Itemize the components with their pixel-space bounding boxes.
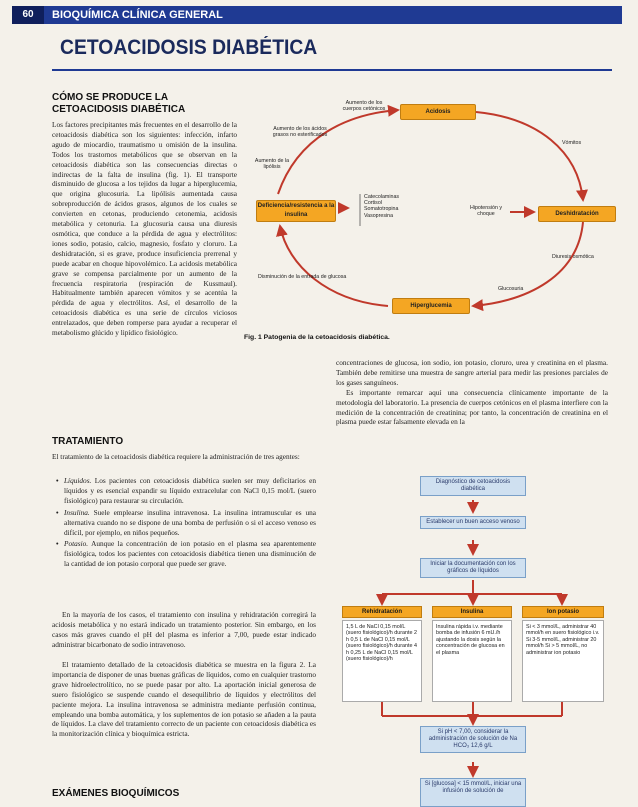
box-deficiencia: Deficiencia/resistencia a la insulina <box>256 200 336 222</box>
flow-col-rehidratacion: 1,5 L de NaCl 0,15 mol/L (suero fisiológico)/h durante 2 h 0,5 L de NaCl 0,15 mol/L (suero fisiológico)/h durante 4 h 0,25 L de NaCl 0,15 mol/L (suero fisiológico)/h <box>342 620 422 702</box>
heading-line-1: CÓMO SE PRODUCE LA <box>52 92 169 103</box>
heading-line-2: CETOACIDOSIS DIABÉTICA <box>52 104 186 115</box>
flow-diagnostico: Diagnóstico de cetoacidosis diabética <box>420 476 526 496</box>
bullet-insulina <box>56 508 316 538</box>
flow-head-rehidratacion: Rehidratación <box>342 606 422 618</box>
tratamiento-bullets <box>56 476 316 571</box>
page-title: CETOACIDOSIS DIABÉTICA <box>60 36 318 59</box>
label-vomitos: Vómitos <box>562 140 582 146</box>
flow-glucosa: Si [glucosa] < 15 mmol/L, iniciar una infusión de solución de <box>420 778 526 807</box>
title-rule <box>52 69 612 71</box>
bullet-text: Aunque la concentración de ion potasio en el plasma sea aparentemente fisiológica, todos los pacientes con cetoacidosis diabética tienen una disminución de la cantidad de ion potasio corporal que puede ser grave. <box>64 539 316 569</box>
flow-acceso: Establecer un buen acceso venoso <box>420 516 526 529</box>
tratamiento-intro: El tratamiento de la cetoacidosis diabética requiere la administración de tres agentes: <box>52 452 300 461</box>
label-aumento-lipolisis: Aumento de la lipólisis <box>254 158 290 171</box>
arrow-deshidratacion-hiperglucemia <box>473 222 583 306</box>
running-title: BIOQUÍMICA CLÍNICA GENERAL <box>52 9 223 21</box>
figure1-caption: Fig. 1 Patogenia de la cetoacidosis diabética. <box>244 334 390 341</box>
box-acidosis: Acidosis <box>400 104 476 120</box>
flow-col-insulina: Insulina rápida i.v. mediante bomba de infusión 6 mU./h ajustando la dosis según la concentración de glucosa en el plasma <box>432 620 512 702</box>
label-diuresis: Diuresis osmótica <box>552 254 594 260</box>
hormona-1: Catecolaminas <box>364 194 400 200</box>
flow-col-potasio: Si < 3 mmol/L, administrar 40 mmol/h en suero fisiológico i.v. Si 3-5 mmol/L, administrar 20 mmol/h Si > 5 mmol/L, no administrar ion potasio <box>522 620 604 702</box>
bullet-term: Potasio. <box>64 539 89 549</box>
box-hiperglucemia: Hiperglucemia <box>392 298 470 314</box>
tratamiento-paragraph-2: El tratamiento detallado de la cetoacidosis diabética se muestra en la figura 2. La importancia de disponer de unas buenas gráficas de líquidos, como en cualquier trastorno grave hidroelectrolítico, no se puede pasar por alto. La aportación inicial generosa de suero fisiológico se suspende cuando el desequilibrio de líquidos y electrólitos del paciente mejora. La insulina intravenosa se administra mediante perfusión continua, empleando una bomba automática, y los suplementos de ion potasio se añaden a la pauta de líquidos. La clave del tratamiento correcto de un paciente con cetoacidosis diabética es la monitorización clínica y bioquímica estricta. <box>52 660 316 739</box>
label-hipotension: Hipotensión y choque <box>469 205 503 218</box>
bullet-term: Líquidos. <box>64 476 92 485</box>
arrow-acidosis-deshidratacion <box>476 112 583 200</box>
label-disminucion: Disminución de la entrada de glucosa <box>258 274 347 280</box>
hormona-2: Cortisol <box>364 200 382 207</box>
right-paragraph-2: Es importante remarcar aquí una consecuencia clínicamente importante de la metodología del laboratorio. La presencia de cuerpos cetónicos en el plasma interfiere con la medición de la concentración de creatinina; por tanto, la concentración de creatinina en el plasma puede estar falsamente elevada en la <box>336 387 608 427</box>
label-hormonas <box>364 194 399 219</box>
bullet-liquidos <box>56 476 316 506</box>
section-heading-examenes: EXÁMENES BIOQUÍMICOS <box>52 788 180 799</box>
flow-head-insulina: Insulina <box>432 606 512 618</box>
label-aumento-cuerpos: Aumento de los cuerpos cetónicos <box>342 100 386 113</box>
label-glucosuria: Glucosuria <box>498 286 524 292</box>
flow-ph: Si pH < 7,00, considerar la administración de solución de Na HCO₃ 12,6 g/L <box>420 726 526 753</box>
box-deshidratacion: Deshidratación <box>538 206 616 222</box>
label-aumento-acidos: Aumento de los ácidos grasos no esterificados <box>272 126 328 139</box>
tratamiento-paragraph-1: En la mayoría de los casos, el tratamiento con insulina y rehidratación corregirá la acidosis metabólica y no estará indicado un tratamiento posterior. Sin embargo, en los casos más graves cuando el pH del plasma es inferior a 7,00, puede estar indicado administrar bicarbonato de sodio intravenoso. <box>52 610 316 649</box>
page-number: 60 <box>22 9 34 20</box>
hormona-3: Somatotropina <box>364 206 399 213</box>
arrow-hiperglucemia-deficiencia <box>280 226 388 306</box>
flow-head-potasio: Ion potasio <box>522 606 604 618</box>
right-column-text <box>336 358 608 427</box>
hormona-4: Vasopresina <box>364 212 394 219</box>
flow-documentacion: Iniciar la documentación con los gráficos de líquidos <box>420 558 526 578</box>
section1-paragraph: Los factores precipitantes más frecuentes en el desarrollo de la cetoacidosis diabética son los siguientes: infección, infarto agudo de miocardio, traumatismo u omisión de la insulina. Todos los trastornos metabólicos que se observan en la cetoacidosis diabética son las consecuencias directas o indirectas de la falta de insulina (fig. 1). El transporte disminuido de glucosa a los tejidos da lugar a hiperglucemia, que origina glucosuria. La lipólisis aumentada causa sobreproducción de ácidos grasos, algunos de los cuales se convierten en cetonas, produciendo cetonemia, acidosis metabólica y cetonuria. La glucosuria causa una diuresis osmótica, que conduce a la pérdida de agua y electrólitos: iones sodio, potasio, calcio, magnesio, fosfato y cloruro. La deshidratación, si es grave, produce insuficiencia prerrenal y puede acabar en choque hipovolémico. La acidosis metabólica grave se compensa parcialmente por un aumento de la frecuencia respiratoria (respiración de Kussmaul). Habitualmente también aparecen vómitos y se acentúa la pérdida de agua y electrólitos. Así, el desarrollo de la cetoacidosis diabética es una serie de círculos viciosos entrelazados, que deben romperse para ayudar a recuperar el metabolismo glúcido y lipídico fisiológico. <box>52 120 237 338</box>
bullet-term: Insulina. <box>64 507 90 517</box>
right-paragraph-1: concentraciones de glucosa, ion sodio, ion potasio, cloruro, urea y creatinina en el plasma. También debe remitirse una muestra de sangre arterial para medir las presiones parciales de los gases sanguíneos. <box>336 358 608 387</box>
bullet-text: Los pacientes con cetoacidosis diabética suelen ser muy deficitarios en líquidos y es esencial expandir su líquido extracelular con NaCl 0,15 mol/L (suero fisiológico) para restaurar su circulación. <box>64 476 316 505</box>
arrow-deficiencia-acidosis <box>278 110 398 194</box>
section-heading-tratamiento: TRATAMIENTO <box>52 436 124 447</box>
bullet-potasio <box>56 539 316 569</box>
section-heading-como <box>52 92 185 116</box>
bullet-text: Suele emplearse insulina intravenosa. La insulina intramuscular es una alternativa cuando no se dispone de una bomba de perfusión o si el acceso venoso es difícil, por ejemplo, en niños pequeños. <box>64 507 316 537</box>
